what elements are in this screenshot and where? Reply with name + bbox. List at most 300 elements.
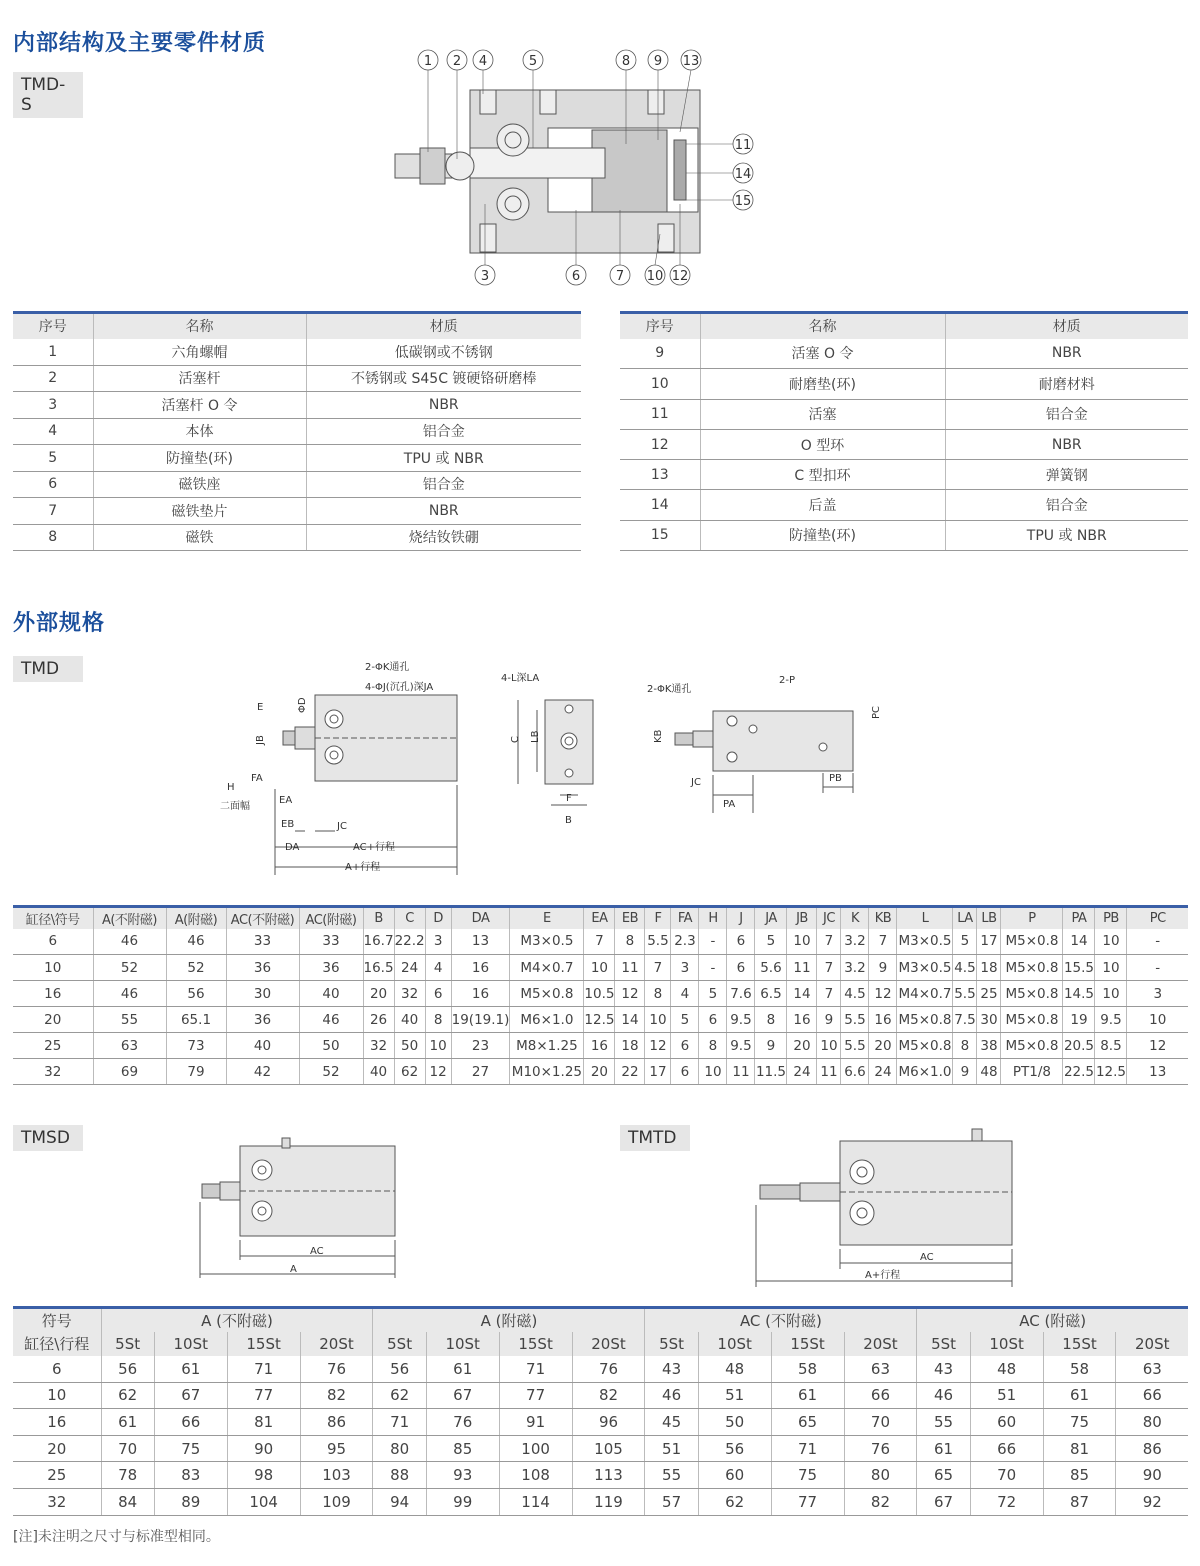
table-cell: 60 bbox=[970, 1409, 1043, 1436]
table-cell: 46 bbox=[93, 929, 166, 955]
table-cell: 48 bbox=[977, 1059, 1001, 1085]
table-cell: 17 bbox=[645, 1059, 671, 1085]
table-cell: 6 bbox=[425, 981, 451, 1007]
table-cell: 56 bbox=[101, 1356, 154, 1383]
svg-text:15: 15 bbox=[734, 194, 752, 209]
svg-text:EB: EB bbox=[281, 819, 295, 830]
table-cell: M5×0.8 bbox=[897, 1033, 953, 1059]
table-cell: 25 bbox=[13, 1462, 101, 1489]
table-cell: 5.5 bbox=[953, 981, 977, 1007]
table-header-cell: 15St bbox=[499, 1332, 572, 1356]
table-cell: 72 bbox=[970, 1488, 1043, 1515]
table-cell: 65.1 bbox=[166, 1007, 226, 1033]
table-cell: 14 bbox=[615, 1007, 645, 1033]
table-cell: 10 bbox=[645, 1007, 671, 1033]
table-header-cell: 材质 bbox=[945, 313, 1188, 339]
table-cell: 6 bbox=[671, 1033, 699, 1059]
table-cell: 6 bbox=[13, 929, 93, 955]
svg-text:13: 13 bbox=[682, 54, 700, 69]
table-cell: 103 bbox=[300, 1462, 373, 1489]
table-cell: 12 bbox=[425, 1059, 451, 1085]
table-cell: 活塞 O 令 bbox=[700, 339, 945, 369]
table-cell: 2.3 bbox=[671, 929, 699, 955]
table-cell: 不锈钢或 S45C 镀硬铬研磨棒 bbox=[306, 365, 581, 392]
svg-text:PB: PB bbox=[829, 773, 842, 784]
table-cell: 5 bbox=[671, 1007, 699, 1033]
svg-text:KB: KB bbox=[653, 729, 664, 743]
svg-text:AC+行程: AC+行程 bbox=[353, 842, 396, 853]
table-cell: 85 bbox=[1043, 1462, 1116, 1489]
table-header-cell: 15St bbox=[227, 1332, 300, 1356]
table-cell: 10 bbox=[425, 1033, 451, 1059]
svg-text:10: 10 bbox=[646, 269, 664, 284]
table-cell: 1 bbox=[13, 339, 93, 366]
table-cell: 119 bbox=[572, 1488, 645, 1515]
table-cell: 66 bbox=[154, 1409, 227, 1436]
materials-table-left bbox=[13, 311, 581, 551]
table-header-cell: PA bbox=[1063, 907, 1095, 929]
table-cell: 84 bbox=[101, 1488, 154, 1515]
table-header-cell: J bbox=[727, 907, 755, 929]
table-cell: 46 bbox=[166, 929, 226, 955]
table-cell: 烧结钕铁硼 bbox=[306, 524, 581, 551]
table-cell: 63 bbox=[844, 1356, 917, 1383]
table-cell: 43 bbox=[645, 1356, 698, 1383]
table-cell: 8 bbox=[645, 981, 671, 1007]
table-cell: M4×0.7 bbox=[897, 981, 953, 1007]
table-cell: 82 bbox=[572, 1382, 645, 1409]
table-cell: 7.6 bbox=[727, 981, 755, 1007]
table-cell: 3 bbox=[425, 929, 451, 955]
table-cell: 32 bbox=[13, 1488, 101, 1515]
table-cell: 70 bbox=[970, 1462, 1043, 1489]
table-cell: 6.5 bbox=[755, 981, 787, 1007]
svg-text:2: 2 bbox=[452, 54, 462, 69]
table-cell: 94 bbox=[373, 1488, 426, 1515]
table-cell: 36 bbox=[226, 1007, 299, 1033]
table-cell: 75 bbox=[154, 1435, 227, 1462]
table-cell: 9 bbox=[620, 339, 700, 369]
table-cell: 52 bbox=[166, 955, 226, 981]
table-cell: 70 bbox=[844, 1409, 917, 1436]
table-cell: 32 bbox=[394, 981, 425, 1007]
table-cell: 耐磨垫(环) bbox=[700, 369, 945, 399]
table-cell: 6 bbox=[671, 1059, 699, 1085]
table-cell: 58 bbox=[771, 1356, 844, 1383]
table-cell: 69 bbox=[93, 1059, 166, 1085]
svg-text:DA: DA bbox=[285, 842, 300, 853]
table-cell: 75 bbox=[1043, 1409, 1116, 1436]
table-header-cell: A (附磁) bbox=[373, 1308, 645, 1332]
table-header-cell: C bbox=[394, 907, 425, 929]
svg-text:JB: JB bbox=[255, 735, 266, 745]
model-tag-tmtd: TMTD bbox=[620, 1125, 690, 1151]
table-cell: 10 bbox=[817, 1033, 841, 1059]
table-cell: 5.5 bbox=[841, 1007, 869, 1033]
table-cell: 51 bbox=[970, 1382, 1043, 1409]
table-cell: 75 bbox=[771, 1462, 844, 1489]
table-cell: 88 bbox=[373, 1462, 426, 1489]
stroke-table bbox=[13, 1306, 1188, 1516]
table-cell: - bbox=[1127, 929, 1188, 955]
table-row bbox=[13, 1409, 1188, 1436]
table-header-cell: KB bbox=[869, 907, 897, 929]
table-cell: 10 bbox=[13, 1382, 101, 1409]
table-cell: 105 bbox=[572, 1435, 645, 1462]
table-header-cell: D bbox=[425, 907, 451, 929]
table-header-cell: A(附磁) bbox=[166, 907, 226, 929]
table-cell: 76 bbox=[572, 1356, 645, 1383]
table-cell: 5 bbox=[13, 445, 93, 472]
table-cell: 4.5 bbox=[953, 955, 977, 981]
table-cell: 80 bbox=[844, 1462, 917, 1489]
table-row bbox=[620, 520, 1188, 550]
table-header-cell: EA bbox=[584, 907, 615, 929]
table-cell: 18 bbox=[977, 955, 1001, 981]
table-cell: 8 bbox=[615, 929, 645, 955]
table-cell: 24 bbox=[394, 955, 425, 981]
table-cell: 73 bbox=[166, 1033, 226, 1059]
table-cell: 46 bbox=[917, 1382, 970, 1409]
table-cell: 20 bbox=[869, 1033, 897, 1059]
table-cell: 58 bbox=[1043, 1356, 1116, 1383]
table-cell: NBR bbox=[306, 392, 581, 419]
table-cell: - bbox=[1127, 955, 1188, 981]
table-cell: 48 bbox=[970, 1356, 1043, 1383]
table-cell: 16.5 bbox=[363, 955, 394, 981]
table-row bbox=[13, 929, 1188, 955]
table-cell: 78 bbox=[101, 1462, 154, 1489]
svg-text:A+行程: A+行程 bbox=[865, 1270, 901, 1281]
table-header-cell: 序号 bbox=[620, 313, 700, 339]
table-cell: 17 bbox=[977, 929, 1001, 955]
table-cell: 33 bbox=[226, 929, 299, 955]
table-cell: 63 bbox=[1116, 1356, 1188, 1383]
table-row bbox=[620, 369, 1188, 399]
table-cell: M5×0.8 bbox=[510, 981, 584, 1007]
table-cell: 20.5 bbox=[1063, 1033, 1095, 1059]
table-cell: 6 bbox=[13, 471, 93, 498]
table-header-cell: PC bbox=[1127, 907, 1188, 929]
table-cell: 8.5 bbox=[1095, 1033, 1127, 1059]
svg-text:F: F bbox=[566, 793, 572, 804]
table-header-cell: LA bbox=[953, 907, 977, 929]
table-cell: 30 bbox=[226, 981, 299, 1007]
table-cell: 11 bbox=[620, 399, 700, 429]
table-cell: 96 bbox=[572, 1409, 645, 1436]
table-cell: O 型环 bbox=[700, 429, 945, 459]
table-cell: 15 bbox=[620, 520, 700, 550]
table-cell: 7 bbox=[817, 929, 841, 955]
table-header-cell: 10St bbox=[426, 1332, 499, 1356]
table-cell: M6×1.0 bbox=[510, 1007, 584, 1033]
table-header-cell: 20St bbox=[844, 1332, 917, 1356]
table-cell: 81 bbox=[227, 1409, 300, 1436]
table-cell: 50 bbox=[698, 1409, 771, 1436]
svg-text:AC: AC bbox=[310, 1246, 324, 1257]
table-cell: TPU 或 NBR bbox=[306, 445, 581, 472]
table-cell: 2 bbox=[13, 365, 93, 392]
table-cell: 10 bbox=[1095, 955, 1127, 981]
table-cell: 99 bbox=[426, 1488, 499, 1515]
table-cell: M3×0.5 bbox=[510, 929, 584, 955]
table-cell: 70 bbox=[101, 1435, 154, 1462]
table-cell: 66 bbox=[844, 1382, 917, 1409]
table-cell: 16 bbox=[869, 1007, 897, 1033]
table-cell: 24 bbox=[787, 1059, 817, 1085]
table-cell: 32 bbox=[13, 1059, 93, 1085]
table-cell: 76 bbox=[844, 1435, 917, 1462]
table-cell: M3×0.5 bbox=[897, 955, 953, 981]
table-cell: 8 bbox=[699, 1033, 727, 1059]
table-cell: 33 bbox=[299, 929, 363, 955]
table-cell: 铝合金 bbox=[306, 471, 581, 498]
table-cell: 56 bbox=[373, 1356, 426, 1383]
table-header-cell: AC(不附磁) bbox=[226, 907, 299, 929]
table-cell: 52 bbox=[299, 1059, 363, 1085]
table-cell: 90 bbox=[227, 1435, 300, 1462]
table-cell: 防撞垫(环) bbox=[700, 520, 945, 550]
table-cell: 20 bbox=[13, 1435, 101, 1462]
table-cell: 14 bbox=[787, 981, 817, 1007]
table-cell: 4 bbox=[671, 981, 699, 1007]
table-cell: 19 bbox=[1063, 1007, 1095, 1033]
svg-text:FA: FA bbox=[251, 773, 263, 784]
table-row bbox=[13, 955, 1188, 981]
table-header-cell: 20St bbox=[572, 1332, 645, 1356]
table-cell: 11 bbox=[727, 1059, 755, 1085]
table-row bbox=[13, 1488, 1188, 1515]
table-cell: 6.6 bbox=[841, 1059, 869, 1085]
table-cell: M4×0.7 bbox=[510, 955, 584, 981]
table-cell: 71 bbox=[499, 1356, 572, 1383]
table-cell: 20 bbox=[363, 981, 394, 1007]
table-row bbox=[620, 429, 1188, 459]
callouts-top bbox=[418, 50, 701, 70]
table-row bbox=[13, 1033, 1188, 1059]
svg-text:14: 14 bbox=[734, 167, 752, 182]
table-cell: 61 bbox=[154, 1356, 227, 1383]
table-cell: 56 bbox=[698, 1435, 771, 1462]
table-cell: 10 bbox=[13, 955, 93, 981]
table-cell: 22.2 bbox=[394, 929, 425, 955]
table-cell: 6 bbox=[727, 955, 755, 981]
table-cell: 本体 bbox=[93, 418, 306, 445]
table-cell: 76 bbox=[300, 1356, 373, 1383]
table-cell: 71 bbox=[373, 1409, 426, 1436]
table-cell: 81 bbox=[1043, 1435, 1116, 1462]
table-cell: 62 bbox=[394, 1059, 425, 1085]
table-cell: 77 bbox=[227, 1382, 300, 1409]
table-cell: 防撞垫(环) bbox=[93, 445, 306, 472]
table-cell: 62 bbox=[373, 1382, 426, 1409]
table-cell: 19(19.1) bbox=[451, 1007, 510, 1033]
table-cell: M5×0.8 bbox=[897, 1007, 953, 1033]
table-cell: 11 bbox=[817, 1059, 841, 1085]
table-cell: 60 bbox=[698, 1462, 771, 1489]
table-header-cell: 缸径\符号 bbox=[13, 907, 93, 929]
table-cell: 40 bbox=[226, 1033, 299, 1059]
table-cell: 50 bbox=[394, 1033, 425, 1059]
table-cell: M6×1.0 bbox=[897, 1059, 953, 1085]
table-cell: 80 bbox=[373, 1435, 426, 1462]
table-cell: 铝合金 bbox=[945, 490, 1188, 520]
table-cell: 16.7 bbox=[363, 929, 394, 955]
th-name: 名称 bbox=[93, 313, 306, 339]
table-cell: NBR bbox=[306, 498, 581, 525]
table-cell: 27 bbox=[451, 1059, 510, 1085]
table-cell: 89 bbox=[154, 1488, 227, 1515]
table-cell: 86 bbox=[300, 1409, 373, 1436]
table-cell: 3.2 bbox=[841, 955, 869, 981]
table-header-cell: 名称 bbox=[700, 313, 945, 339]
table-cell: 55 bbox=[917, 1409, 970, 1436]
table-header-cell: A(不附磁) bbox=[93, 907, 166, 929]
table-cell: 32 bbox=[363, 1033, 394, 1059]
table-cell: 46 bbox=[645, 1382, 698, 1409]
table-row bbox=[620, 460, 1188, 490]
table-cell: M10×1.25 bbox=[510, 1059, 584, 1085]
table-cell: 61 bbox=[917, 1435, 970, 1462]
table-row bbox=[13, 471, 581, 498]
table-cell: 10 bbox=[1095, 929, 1127, 955]
table-cell: 六角螺帽 bbox=[93, 339, 306, 366]
table-cell: 16 bbox=[787, 1007, 817, 1033]
table-cell: 66 bbox=[970, 1435, 1043, 1462]
table-cell: 活塞杆 O 令 bbox=[93, 392, 306, 419]
svg-text:LB: LB bbox=[530, 730, 541, 743]
table-cell: 5 bbox=[953, 929, 977, 955]
svg-text:1: 1 bbox=[423, 54, 433, 69]
table-cell: 7.5 bbox=[953, 1007, 977, 1033]
table-cell: 55 bbox=[645, 1462, 698, 1489]
table-cell: 46 bbox=[299, 1007, 363, 1033]
model-tag-tmd-s: TMD-S bbox=[13, 72, 83, 118]
table-cell: 67 bbox=[426, 1382, 499, 1409]
model-tag-tmd: TMD bbox=[13, 656, 83, 682]
internal-structure-drawing bbox=[380, 44, 780, 294]
table-cell: 10 bbox=[1095, 981, 1127, 1007]
svg-text:11: 11 bbox=[734, 138, 752, 153]
table-cell: 61 bbox=[426, 1356, 499, 1383]
table-row bbox=[13, 1435, 1188, 1462]
table-cell: 82 bbox=[300, 1382, 373, 1409]
svg-text:3: 3 bbox=[480, 269, 490, 284]
table-header-cell: 10St bbox=[698, 1332, 771, 1356]
svg-text:2-ΦK通孔: 2-ΦK通孔 bbox=[647, 684, 692, 695]
table-cell: 67 bbox=[154, 1382, 227, 1409]
table-row bbox=[620, 399, 1188, 429]
svg-text:4-ΦJ(沉孔)深JA: 4-ΦJ(沉孔)深JA bbox=[365, 682, 434, 693]
table-cell: 4 bbox=[425, 955, 451, 981]
table-header-cell: DA bbox=[451, 907, 510, 929]
table-cell: 86 bbox=[1116, 1435, 1188, 1462]
table-cell: 42 bbox=[226, 1059, 299, 1085]
table-cell: 4.5 bbox=[841, 981, 869, 1007]
tmsd-drawing bbox=[190, 1132, 410, 1282]
table-cell: 活塞 bbox=[700, 399, 945, 429]
table-cell: 12 bbox=[1127, 1033, 1188, 1059]
table-cell: 51 bbox=[698, 1382, 771, 1409]
svg-text:EA: EA bbox=[279, 795, 293, 806]
table-cell: 61 bbox=[771, 1382, 844, 1409]
table-cell: 36 bbox=[299, 955, 363, 981]
table-row bbox=[13, 1462, 1188, 1489]
table-cell: 3 bbox=[671, 955, 699, 981]
table-cell: 12.5 bbox=[584, 1007, 615, 1033]
table-cell: 16 bbox=[13, 1409, 101, 1436]
table-cell: 52 bbox=[93, 955, 166, 981]
svg-text:7: 7 bbox=[615, 269, 625, 284]
table-cell: 45 bbox=[645, 1409, 698, 1436]
table-cell: 11 bbox=[615, 955, 645, 981]
table-header-cell: AC (不附磁) bbox=[645, 1308, 917, 1332]
table-cell: 36 bbox=[226, 955, 299, 981]
table-cell: 7 bbox=[869, 929, 897, 955]
table-row bbox=[13, 1059, 1188, 1085]
table-header-cell: 20St bbox=[300, 1332, 373, 1356]
table-cell: 12 bbox=[869, 981, 897, 1007]
table-cell: PT1/8 bbox=[1001, 1059, 1063, 1085]
svg-text:E: E bbox=[257, 702, 264, 713]
svg-text:2-ΦK通孔: 2-ΦK通孔 bbox=[365, 662, 410, 673]
table-cell: 66 bbox=[1116, 1382, 1188, 1409]
svg-text:8: 8 bbox=[621, 54, 631, 69]
table-cell: M5×0.8 bbox=[1001, 981, 1063, 1007]
table-cell: 67 bbox=[917, 1488, 970, 1515]
model-tag-tmsd: TMSD bbox=[13, 1125, 83, 1151]
table-cell: M5×0.8 bbox=[1001, 1033, 1063, 1059]
table-cell: 12 bbox=[645, 1033, 671, 1059]
table-cell: 61 bbox=[101, 1409, 154, 1436]
table-cell: 5 bbox=[755, 929, 787, 955]
table-cell: 8 bbox=[13, 524, 93, 551]
table-cell: 9.5 bbox=[1095, 1007, 1127, 1033]
table-cell: 9 bbox=[755, 1033, 787, 1059]
table-row bbox=[13, 418, 581, 445]
table-cell: 87 bbox=[1043, 1488, 1116, 1515]
table-row bbox=[13, 524, 581, 551]
table-cell: 104 bbox=[227, 1488, 300, 1515]
table-cell: 6 bbox=[13, 1356, 101, 1383]
callouts-bottom bbox=[475, 265, 690, 285]
table-header-cell: 5St bbox=[917, 1332, 970, 1356]
table-row bbox=[13, 392, 581, 419]
table-row bbox=[620, 490, 1188, 520]
table-header-cell: JB bbox=[787, 907, 817, 929]
svg-text:A: A bbox=[290, 1264, 297, 1275]
table-cell: 93 bbox=[426, 1462, 499, 1489]
svg-text:C: C bbox=[510, 736, 521, 743]
table-cell: 79 bbox=[166, 1059, 226, 1085]
table-cell: 12 bbox=[620, 429, 700, 459]
table-cell: 20 bbox=[584, 1059, 615, 1085]
table-cell: 56 bbox=[166, 981, 226, 1007]
table-cell: 82 bbox=[844, 1488, 917, 1515]
table-cell: 10 bbox=[787, 929, 817, 955]
table-row bbox=[620, 339, 1188, 369]
table-header-cell: K bbox=[841, 907, 869, 929]
callouts-right bbox=[733, 134, 753, 210]
table-header-cell: E bbox=[510, 907, 584, 929]
table-cell: 57 bbox=[645, 1488, 698, 1515]
svg-text:二面幅: 二面幅 bbox=[220, 801, 250, 812]
table-header-cell: H bbox=[699, 907, 727, 929]
table-cell: TPU 或 NBR bbox=[945, 520, 1188, 550]
table-cell: 40 bbox=[394, 1007, 425, 1033]
svg-text:AC: AC bbox=[920, 1252, 934, 1263]
table-cell: 14.5 bbox=[1063, 981, 1095, 1007]
